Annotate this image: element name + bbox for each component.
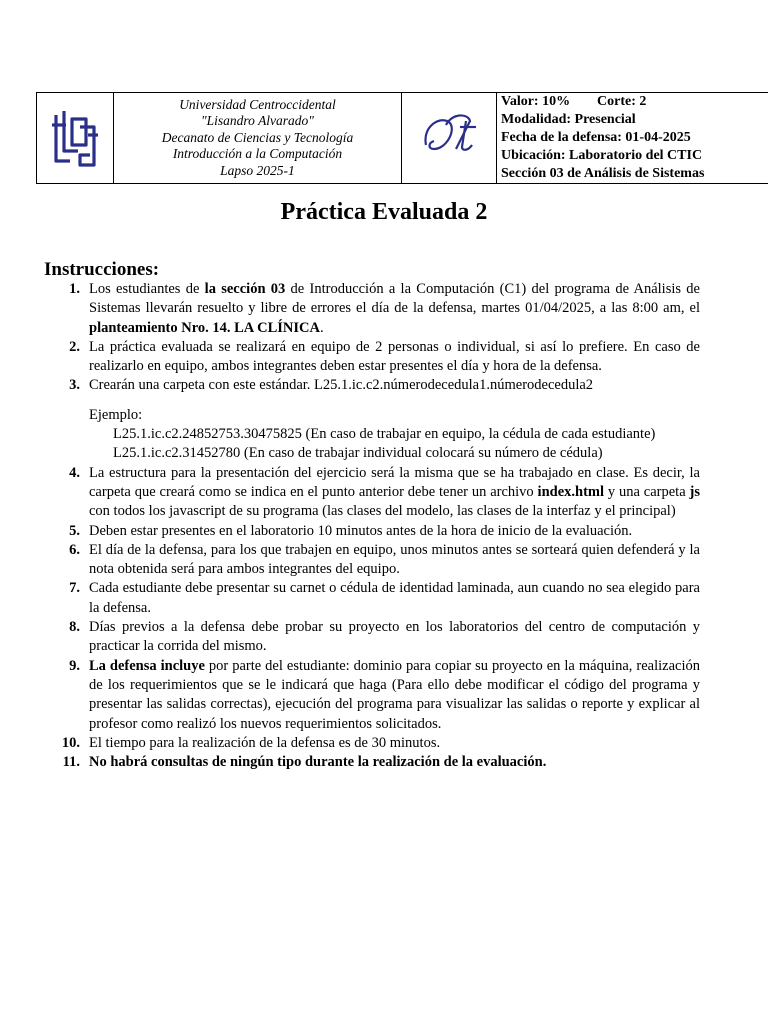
list-item: 5. Deben estar presentes en el laboratorio 10 minutos antes de la hora de inicio de la evaluación.	[69, 522, 633, 539]
modalidad-label: Modalidad: Presencial	[501, 112, 636, 127]
dcyt-logo-icon	[416, 105, 482, 171]
list-item: 7. Cada estudiante debe presentar su carnet o cédula de identidad laminada, aun cuando no sea elegido para la defensa.	[69, 580, 700, 616]
faculty-name: Decanato de Ciencias y Tecnología	[161, 129, 354, 145]
example-block	[44, 406, 700, 464]
list-item: 4. La estructura para la presentación del ejercicio será la misma que se ha trabajado en clase. Es decir, la carpeta que creará como se indica en el punto anterior debe tener un archivo index.html y una carpeta js con todos los javascript de su programa (las clases del modelo, las clases de la interfaz y el principal)	[69, 464, 700, 520]
list-item: 8. Días previos a la defensa debe probar su proyecto en los laboratorios del centro de computación y practicar la corrida del mismo.	[69, 619, 700, 655]
university-logo-cell	[37, 93, 114, 183]
ubicacion-label: Ubicación: Laboratorio del CTIC	[501, 148, 703, 163]
list-item: 3. Crearán una carpeta con este estándar. L25.1.ic.c2.númerodecedula1.númerodecedula2	[69, 377, 594, 394]
list-item: 11. No habrá consultas de ningún tipo durante la realización de la evaluación.	[62, 754, 547, 771]
university-info-cell	[114, 93, 402, 183]
instructions-list	[44, 280, 700, 772]
list-item: 6. El día de la defensa, para los que trabajen en equipo, unos minutos antes se sorteará quien defenderá y la nota obtenida será para ambos integrantes del equipo.	[69, 541, 700, 578]
university-name: Universidad Centroccidental	[179, 96, 336, 112]
example-label: Ejemplo:	[89, 406, 143, 423]
university-honoree: "Lisandro Alvarado"	[201, 113, 314, 129]
list-item: 2. La práctica evaluada se realizará en equipo de 2 personas o individual, si así lo prefiere. En caso de realizarlo en equipo, ambos integrantes deben estar presentes el día y hora de la defensa.	[69, 338, 700, 375]
example-line: L25.1.ic.c2.24852753.30475825 (En caso de trabajar en equipo, la cédula de cada estudiante)	[113, 426, 656, 443]
example-line: L25.1.ic.c2.31452780 (En caso de trabajar individual colocará su número de cédula)	[113, 445, 603, 462]
ucla-logo-icon	[48, 105, 102, 171]
page-title: Práctica Evaluada 2	[280, 199, 488, 225]
instructions-heading: Instrucciones:	[44, 259, 160, 280]
list-item: 9. La defensa incluye por parte del estudiante: dominio para copiar su proyecto en la máquina, realización de los requerimientos que se le indicará que haga (Para ello debe modificar el código del programa y presentar las salidas correctas), ejecución del programa para visualizar las salidas o reporte y explicar al profesor como realizó los nuevos requerimientos solicitados.	[69, 657, 700, 732]
valor-label: Valor: 10%	[501, 94, 571, 109]
list-item: 1. Los estudiantes de la sección 03 de Introducción a la Computación (C1) del programa de Análisis de Sistemas llevarán resuelto y libre de errores el día de la defensa, martes 01/04/2025, a las 8:00 am, el planteamiento Nro. 14. LA CLÍNICA.	[69, 281, 700, 336]
course-name: Introducción a la Computación	[172, 146, 343, 162]
fecha-label: Fecha de la defensa: 01-04-2025	[501, 130, 691, 145]
list-item: 10. El tiempo para la realización de la defensa es de 30 minutos.	[61, 734, 441, 751]
evaluation-info-cell	[497, 93, 768, 183]
header-table	[36, 92, 768, 184]
corte-label: Corte: 2	[597, 94, 647, 109]
seccion-label: Sección 03 de Análisis de Sistemas	[501, 166, 705, 181]
term: Lapso 2025-1	[220, 162, 295, 178]
faculty-logo-cell	[402, 93, 497, 183]
